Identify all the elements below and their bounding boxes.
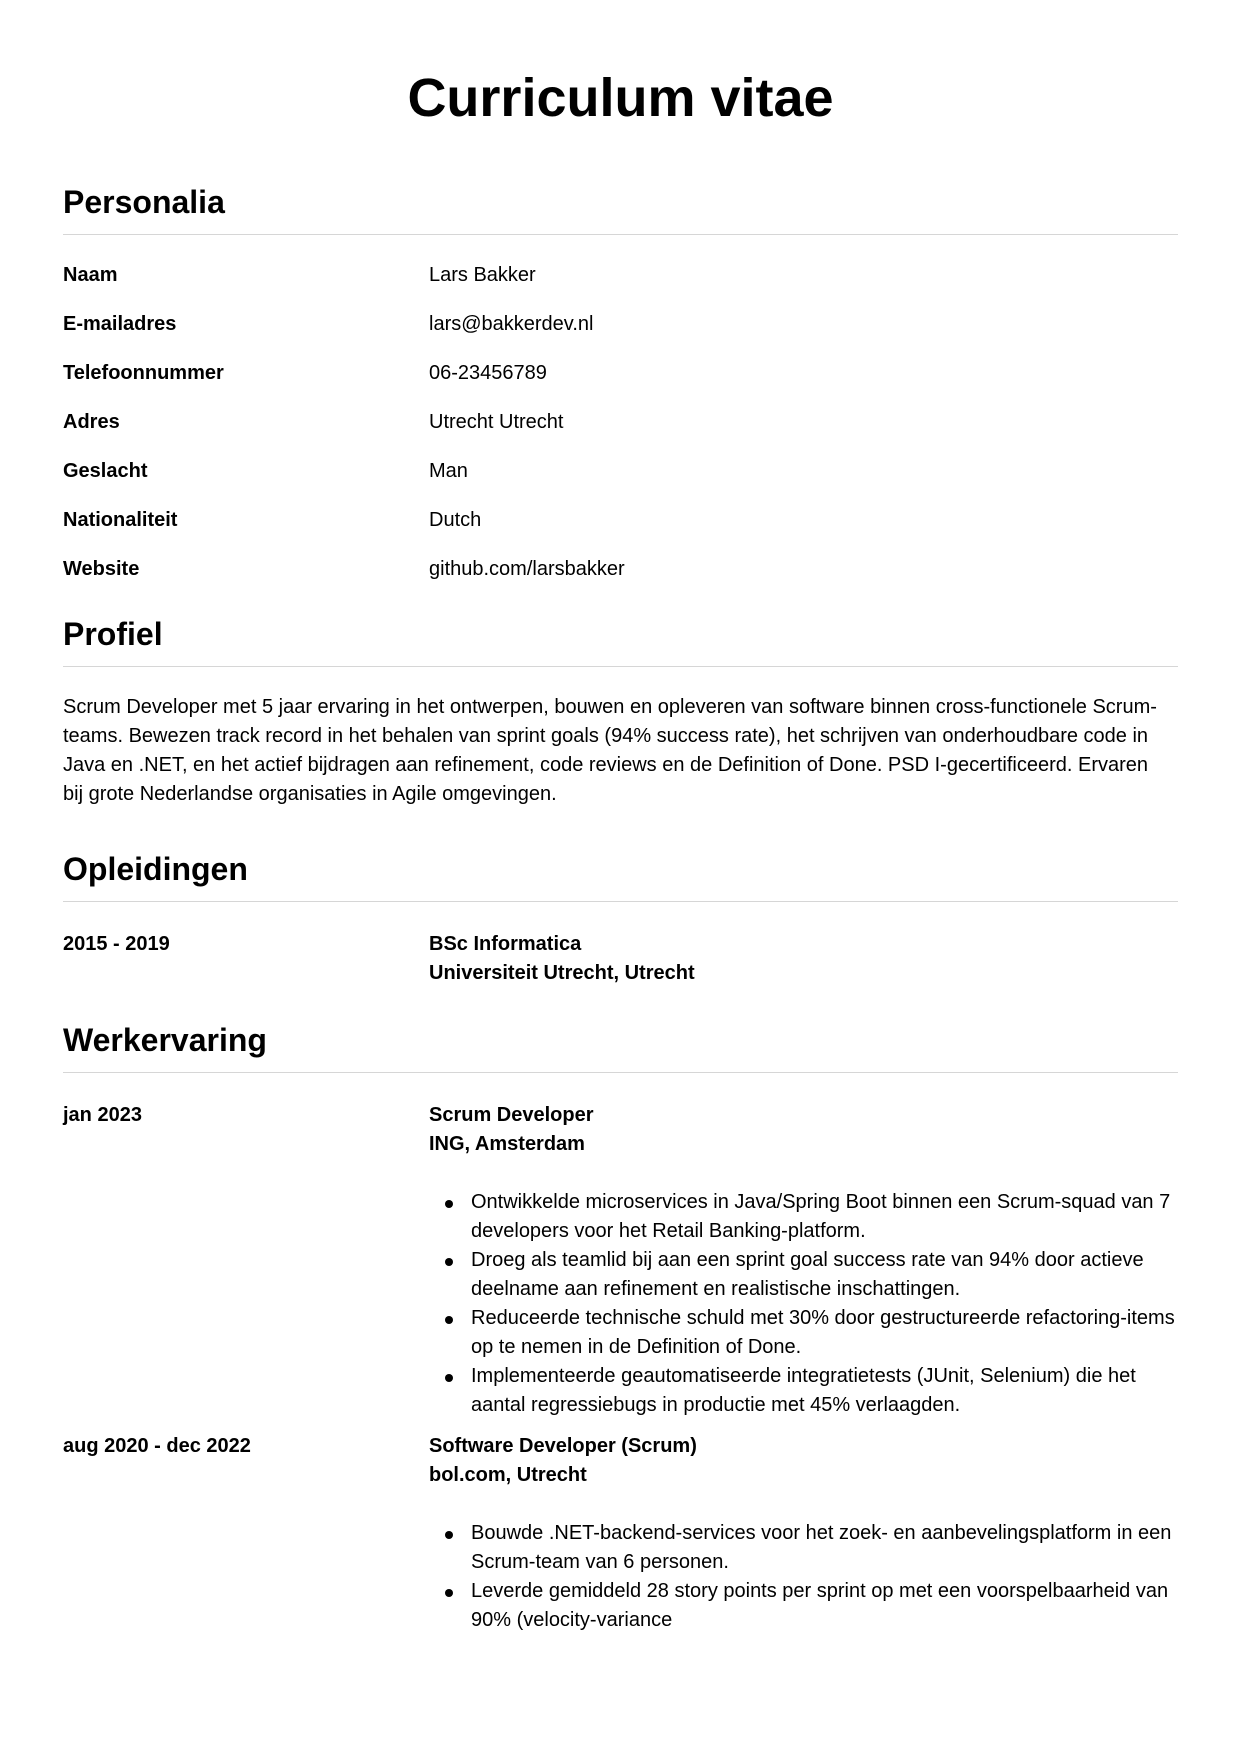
work-bullets (429, 1519, 1178, 1635)
field-value: Lars Bakker (429, 264, 536, 286)
bullet-text: Bouwde .NET-backend-services voor het zoek- en aanbevelingsplatform in een Scrum-team van 6 personen. (471, 1522, 1172, 1573)
personalia-table (63, 261, 1178, 584)
education-institution: Universiteit Utrecht, Utrecht (429, 962, 695, 984)
education-entry (63, 930, 1178, 988)
work-period: aug 2020 - dec 2022 (63, 1435, 251, 1457)
work-bullets (429, 1188, 1178, 1420)
opleidingen-section (63, 849, 1178, 988)
education-period: 2015 - 2019 (63, 933, 170, 955)
education-details (429, 930, 1178, 988)
bullet-item (471, 1519, 1178, 1577)
bullet-dot-icon (445, 1374, 453, 1382)
section-heading-werkervaring: Werkervaring (63, 1020, 1178, 1073)
bullet-dot-icon (445, 1589, 453, 1597)
field-label: Adres (63, 411, 120, 433)
field-value: 06-23456789 (429, 362, 547, 384)
personalia-row-geslacht (63, 457, 1178, 486)
bullet-dot-icon (445, 1258, 453, 1266)
bullet-text: Leverde gemiddeld 28 story points per sprint op met een voorspelbaarheid van 90% (velocity-variance (471, 1580, 1169, 1631)
field-value: lars@bakkerdev.nl (429, 313, 594, 335)
personalia-row-telefoon (63, 359, 1178, 388)
bullet-text: Ontwikkelde microservices in Java/Spring Boot binnen een Scrum-squad van 7 developers voor het Retail Banking-platform. (471, 1191, 1171, 1242)
field-value: Man (429, 460, 468, 482)
field-label: Telefoonnummer (63, 362, 224, 384)
field-label: Website (63, 558, 140, 580)
bullet-dot-icon (445, 1200, 453, 1208)
bullet-text: Reduceerde technische schuld met 30% door gestructureerde refactoring-items op te nemen in de Definition of Done. (471, 1307, 1175, 1358)
section-heading-opleidingen: Opleidingen (63, 849, 1178, 902)
work-company: ING, Amsterdam (429, 1133, 585, 1155)
work-entry (63, 1101, 1178, 1420)
work-role: Scrum Developer (429, 1104, 594, 1126)
work-details (429, 1432, 1178, 1635)
werkervaring-section (63, 1020, 1178, 1635)
section-heading-personalia: Personalia (63, 182, 1178, 235)
profiel-section (63, 614, 1178, 809)
bullet-item (471, 1362, 1178, 1420)
profile-summary: Scrum Developer met 5 jaar ervaring in het ontwerpen, bouwen en opleveren van software binnen cross-functionele Scrum-teams. Bewezen track record in het behalen van sprint goals (94% success rate), het schrijven van onderhoudbare code in Java en .NET, en het actief bijdragen aan refinement, code reviews en de Definition of Done. PSD I-gecertificeerd. Ervaren bij grote Nederlandse organisaties in Agile omgevingen. (63, 696, 1157, 805)
bullet-text: Droeg als teamlid bij aan een sprint goal success rate van 94% door actieve deelname aan refinement en realistische inschattingen. (471, 1249, 1144, 1300)
work-period: jan 2023 (63, 1104, 142, 1126)
bullet-item (471, 1304, 1178, 1362)
bullet-item (471, 1246, 1178, 1304)
bullet-dot-icon (445, 1531, 453, 1539)
bullet-item (471, 1188, 1178, 1246)
document-title: Curriculum vitae (407, 68, 834, 128)
field-label: Naam (63, 264, 118, 286)
field-value: Dutch (429, 509, 482, 531)
bullet-item (471, 1577, 1178, 1635)
education-degree: BSc Informatica (429, 933, 582, 955)
field-value: github.com/larsbakker (429, 558, 625, 580)
field-value: Utrecht Utrecht (429, 411, 564, 433)
work-company: bol.com, Utrecht (429, 1464, 587, 1486)
work-details (429, 1101, 1178, 1420)
section-heading-profiel: Profiel (63, 614, 1178, 667)
personalia-row-nationaliteit (63, 506, 1178, 535)
personalia-section (63, 182, 1178, 584)
work-entry (63, 1432, 1178, 1635)
work-role: Software Developer (Scrum) (429, 1435, 697, 1457)
field-label: Nationaliteit (63, 509, 178, 531)
field-label: Geslacht (63, 460, 148, 482)
personalia-row-adres (63, 408, 1178, 437)
personalia-row-naam (63, 261, 1178, 290)
personalia-row-email (63, 310, 1178, 339)
field-label: E-mailadres (63, 313, 177, 335)
bullet-dot-icon (445, 1316, 453, 1324)
personalia-row-website (63, 555, 1178, 584)
bullet-text: Implementeerde geautomatiseerde integratietests (JUnit, Selenium) die het aantal regressiebugs in productie met 45% verlaagden. (471, 1365, 1136, 1416)
